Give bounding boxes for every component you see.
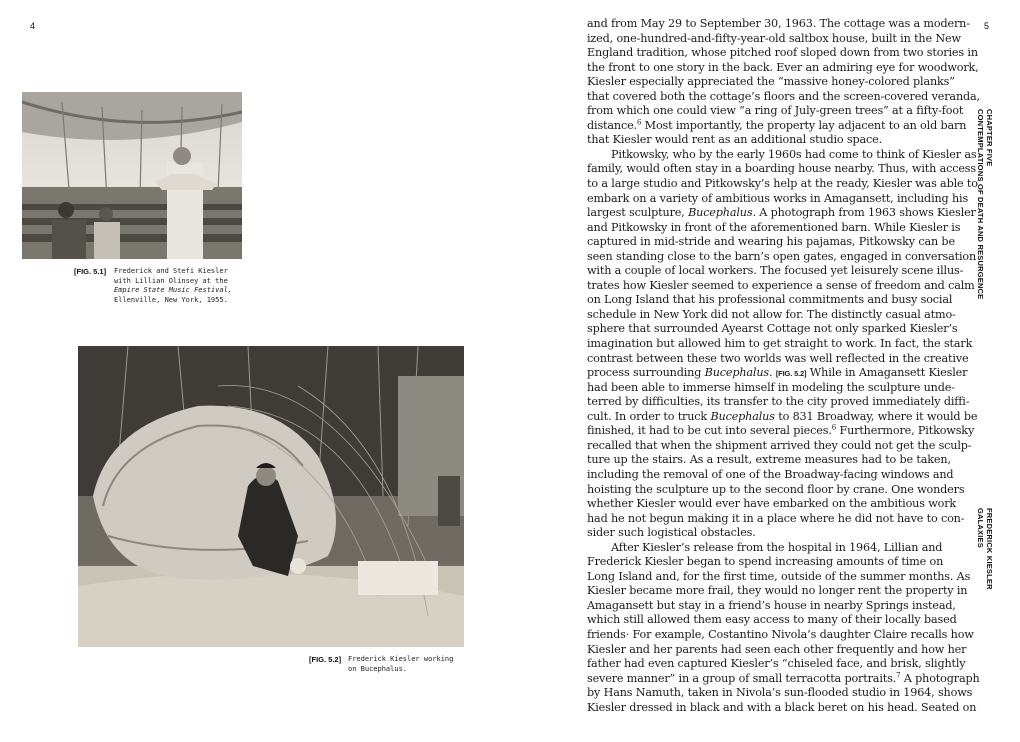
fig-5-2-label: [FIG. 5.2]	[309, 655, 342, 664]
caption-line: with Lillian Olinsey at the	[114, 276, 228, 285]
text-line: and from May 29 to September 30, 1963. The cottage was a modern-	[587, 17, 970, 30]
text-line: the front to one story in the back. Ever an admiring eye for woodwork,	[587, 60, 979, 74]
text-line: schedule in New York did not allow for. The distinctly casual atmo-	[587, 307, 956, 321]
text-line: trates how Kiesler seemed to experience a sense of freedom and calm	[587, 278, 975, 292]
running-head-chapter	[976, 109, 994, 299]
running-head-line: GALAXIES	[976, 508, 985, 548]
caption-line: Frederick and Stefi Kiesler	[114, 267, 228, 275]
caption-line: Frederick Kiesler working	[348, 655, 454, 663]
text-line: sphere that surrounded Ayearst Cottage not only sparked Kiesler’s	[587, 322, 958, 336]
text-line: to a large studio and Pitkowsky’s help at the ready, Kiesler was able to	[587, 177, 978, 191]
text-line: hoisting the sculpture up to the second floor by crane. One wonders	[587, 482, 965, 496]
text-line: which still allowed them easy access to many of their locally based	[587, 613, 957, 627]
caption-line: on Bucephalus.	[348, 664, 408, 673]
caption-line: Ellenville, New York, 1955.	[114, 295, 228, 304]
text-line: and Pitkowsky in front of the aforementioned barn. While Kiesler is	[587, 220, 961, 234]
text-line: distance.$^6$ Most importantly, the property lay adjacent to an old barn	[587, 118, 967, 132]
text-line: ized, one-hundred-and-fifty-year-old saltbox house, built in the New	[587, 31, 961, 45]
text-line: Long Island and, for the first time, outside of the summer months. As	[587, 569, 971, 583]
running-head-line: CONTEMPLATIONS OF DEATH AND RESURGENCE	[976, 109, 985, 300]
text-line: family, would often stay in a boarding house nearby. Thus, with access	[587, 162, 976, 176]
text-line: recalled that when the shipment arrived they could not get the sculp-	[587, 438, 972, 452]
fig-5-1-label: [FIG. 5.1]	[74, 267, 107, 276]
page-number: 4	[30, 21, 36, 31]
text-line: by Hans Namuth, taken in Nivola’s sun-flooded studio in 1964, shows	[587, 686, 973, 700]
text-line: After Kiesler’s release from the hospital in 1964, Lillian and	[611, 540, 943, 554]
text-line: Pitkowsky, who by the early 1960s had come to think of Kiesler as	[611, 147, 977, 161]
text-line: Kiesler became more frail, they would no longer rent the property in	[587, 584, 968, 598]
text-line: captured in mid-stride and wearing his pajamas, Pitkowsky can be	[587, 235, 955, 249]
text-line: friends· For example, Costantino Nivola’s daughter Claire recalls how	[587, 627, 974, 641]
text-line: sider such logistical obstacles.	[587, 526, 756, 540]
text-line: cult. In order to truck Bucephalus to 831 Broadway, where it would be	[587, 409, 978, 423]
text-line: that covered both the cottage’s floors and the screen-covered veranda,	[587, 89, 980, 103]
text-line: ture up the stairs. As a result, extreme measures had to be taken,	[587, 453, 951, 467]
text-line: that Kiesler would rent as an additional studio space.	[587, 133, 883, 147]
text-line: including the removal of one of the Broadway-facing windows and	[587, 467, 954, 481]
right-page	[510, 0, 1020, 742]
text-line: contrast between these two worlds was well reflected in the creative	[587, 351, 969, 365]
text-line: Kiesler and her parents had seen each other frequently and how her	[587, 642, 967, 656]
footnote-ref[interactable]: 6	[636, 118, 642, 127]
text-line: father had even captured Kiesler’s “chiseled face, and brisk, slightly	[587, 657, 966, 671]
text-line: Kiesler especially appreciated the “massive honey-colored planks”	[587, 75, 955, 89]
text-line: Kiesler dressed in black and with a black beret on his head. Seated on	[587, 700, 977, 714]
text-line: process surrounding Bucephalus. [FIG. 5.2] While in Amagansett Kiesler	[587, 366, 968, 380]
footnote-ref[interactable]: 6	[831, 423, 837, 432]
text-line: had he not begun making it in a place where he did not have to con-	[587, 511, 965, 525]
figure-reference[interactable]: [FIG. 5.2]	[775, 369, 807, 379]
running-head-book	[976, 508, 994, 590]
text-line: embark on a variety of ambitious works in Amagansett, including his	[587, 191, 969, 205]
page-number: 5	[984, 21, 990, 31]
text-line: severe manner” in a group of small terracotta portraits.$^7$ A photograph	[587, 670, 980, 685]
text-line: England tradition, whose pitched roof sloped down from two stories in	[587, 46, 978, 60]
body-text	[587, 17, 980, 715]
text-line: on Long Island that his professional commitments and busy social	[587, 293, 953, 307]
text-line: imagination but allowed him to get straight to work. In fact, the stark	[587, 337, 973, 351]
text-line: terred by difficulties, its transfer to the city proved immediately diffi-	[587, 395, 970, 409]
text-line: with a couple of local workers. The focused yet leisurely scene illus-	[587, 264, 964, 278]
text-line: had been able to immerse himself in modeling the sculpture unde-	[587, 380, 955, 394]
fig-5-2-caption	[348, 655, 468, 674]
text-line: from which one could view “a ring of July-green trees” at a fifty-foot	[587, 104, 964, 118]
text-line: Amagansett but stay in a friend’s house in nearby Springs instead,	[587, 598, 956, 612]
text-line: seen standing close to the barn’s open gates, engaged in conversation	[587, 249, 977, 263]
festival-tent-photo	[22, 92, 242, 259]
fig-5-1-caption	[114, 267, 244, 305]
text-line: largest sculpture, Bucephalus. A photograph from 1963 shows Kiesler	[587, 206, 976, 220]
caption-line: Empire State Music Festival,	[114, 286, 233, 294]
text-line: finished, it had to be cut into several pieces.$^6$ Furthermore, Pitkowsky	[587, 423, 975, 438]
running-head-line: CHAPTER FIVE	[985, 109, 994, 167]
running-head-line: FREDERICK KIESLER	[985, 508, 994, 590]
bucephalus-photo	[78, 346, 464, 647]
text-line: Frederick Kiesler began to spend increasing amounts of time on	[587, 555, 944, 569]
footnote-ref[interactable]: 7	[896, 670, 901, 679]
text-line: whether Kiesler would ever have embarked on the ambitious work	[587, 497, 957, 511]
